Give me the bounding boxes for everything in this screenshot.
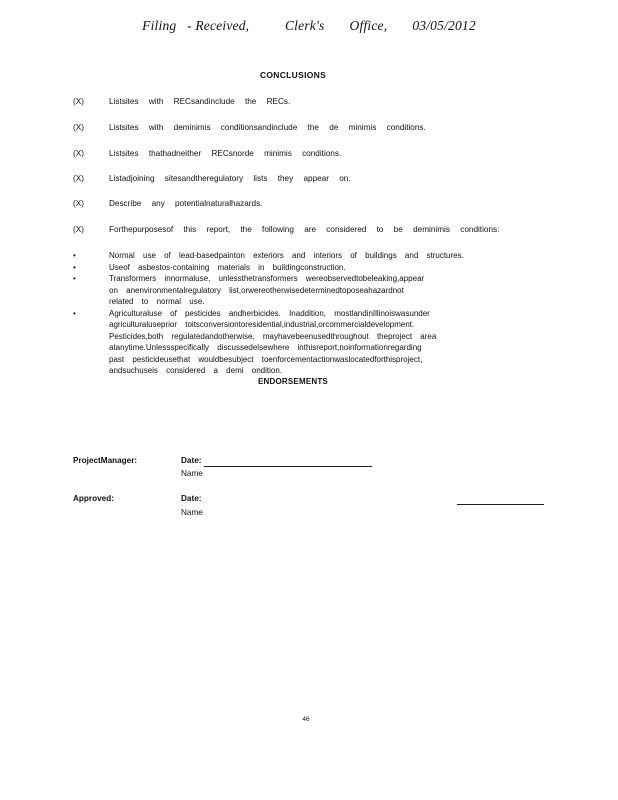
bullet-line: Normal use of lead-basedpainton exteriors and interiors of buildings and structures. [109,251,464,260]
name-label: Name [181,508,203,517]
conclusion-text: Listsites with deminimis conditionsandinclude the de minimis conditions. [109,123,426,132]
list-item [73,273,533,308]
list-item [73,308,533,377]
checkbox-mark: (X) [73,149,84,158]
list-item [73,262,533,274]
list-item [73,250,533,262]
date-label: Date: [181,456,202,465]
checkbox-mark: (X) [73,97,84,106]
section-title: CONCLUSIONS [259,70,327,80]
approval-signature-line [457,504,544,505]
checkbox-mark: (X) [73,199,84,208]
bullet-line: andsuchuseis considered a demi ondition. [109,366,282,375]
bullet-line: agriculturaluseprior toitsconversiontoresidential,industrial,orcommercialdevelopment. [109,320,415,329]
date-label: Date: [181,494,202,503]
bullet-line: Transformers innormaluse, unlessthetransformers wereobservedtobeleaking,appear [109,274,425,283]
page-number: 46 [302,716,310,723]
bullet-line: Agriculturaluse of pesticides andherbicides. Inaddition, mostlandinIllinoiswasunder [109,308,430,318]
bullet-line: atanytime.Unlessspecifically discussedelsewhere inthisreport,noinformationregarding [109,343,422,352]
bullet-mark: • [73,262,76,272]
checkbox-mark: (X) [73,225,84,234]
name-label: Name [181,469,203,478]
checkbox-mark: (X) [73,174,84,183]
bullet-line: Useof asbestos-containing materials in buildingconstruction. [109,262,346,272]
conclusion-text: Listsites with RECsandinclude the RECs. [109,97,291,106]
conclusion-text: Forthepurposesof this report, the following are considered to be deminimis conditions: [109,225,500,234]
approved-label: Approved: [73,494,114,503]
filing-header: Filing - Received, Clerk's Office, 03/05/2012 [142,18,476,33]
project-manager-label: ProjectManager: [73,456,138,465]
conclusion-text: Describe any potentialnaturalhazards. [109,199,263,208]
bullet-line: past pesticideusethat wouldbesubject toenforcementactionwaslocatedforthisproject, [109,354,423,364]
endorsements-heading: ENDORSEMENTS [258,377,328,386]
bullet-mark: • [73,251,76,260]
bullet-line: related to normal use. [109,297,205,306]
conclusion-text: Listsites thathadneither RECsnorde minimis conditions. [109,149,342,158]
bullet-line: on anenvironmentalregulatory list,orwereotherwisedeterminedtoposeahazardnot [109,285,404,295]
deminimis-bullet-list [73,250,533,377]
bullet-line: Pesticides,both regulatedandotherwise, mayhavebeenusedthroughout theproject area [109,331,437,341]
bullet-mark: • [73,274,76,283]
conclusion-text: Listadjoining sitesandtheregulatory lists they appear on. [109,174,351,183]
checkbox-mark: (X) [73,123,84,132]
date-signature-line [204,466,372,467]
bullet-mark: • [73,308,76,318]
